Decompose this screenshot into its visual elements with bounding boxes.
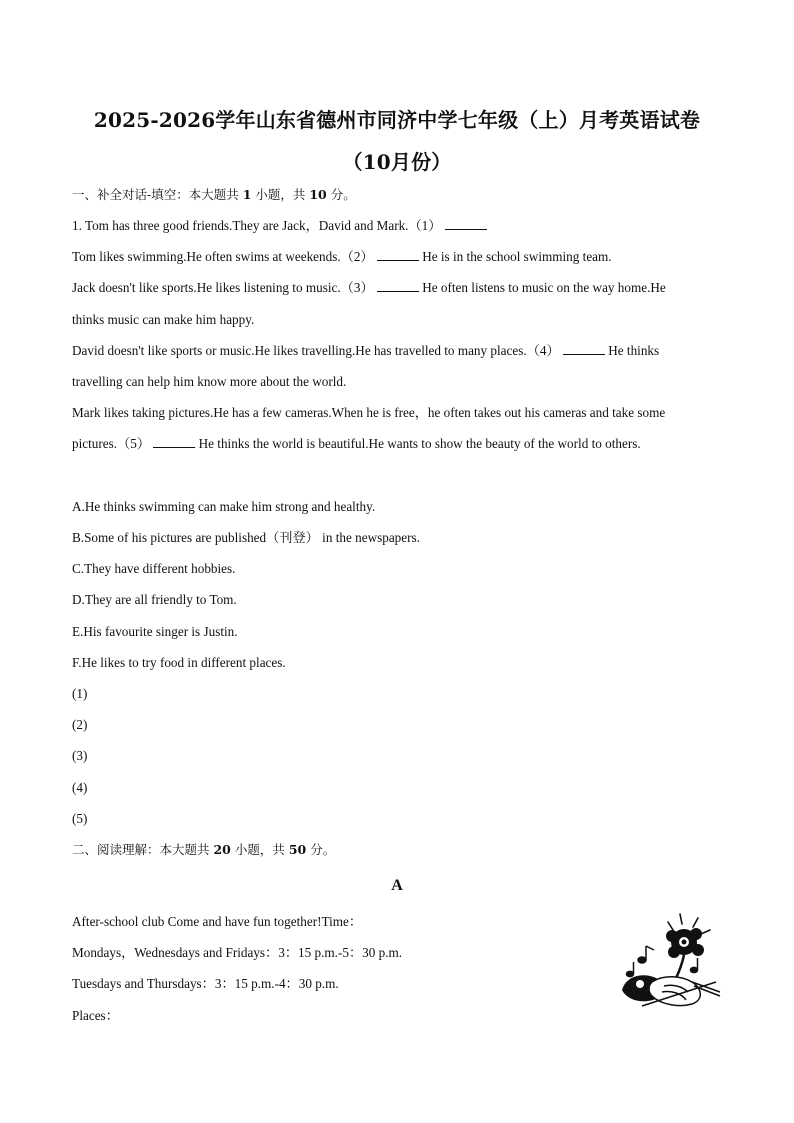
passage-line-8-text-end: He thinks the world is beautiful.He wants to show the beauty of the world to others. [195, 436, 641, 451]
passage-line-1 [72, 217, 722, 235]
passage-line-4: thinks music can make him happy. [72, 312, 255, 327]
passage-line-5 [72, 342, 722, 360]
answer-line-5[interactable]: (5) [72, 811, 88, 826]
blank-4[interactable] [563, 344, 605, 355]
flower-music-violin-illustration-icon [612, 912, 724, 1012]
passage-line-6: travelling can help him know more about the world. [72, 374, 347, 389]
section-2-score: 50 [288, 842, 307, 857]
option-d: D.They are all friendly to Tom. [72, 592, 237, 607]
passage-line-1-text: 1. Tom has three good friends.They are Jack，David and Mark.（1） [72, 218, 442, 233]
option-f: F.He likes to try food in different places. [72, 655, 286, 670]
part-a-line-2: Mondays，Wednesdays and Fridays：3：15 p.m.-5：30 p.m. [72, 945, 403, 960]
section-2-question-count: 20 [213, 842, 231, 857]
passage-line-5-text: David doesn't like sports or music.He likes travelling.He has travelled to many places.（4） [72, 343, 563, 358]
passage-line-7: Mark likes taking pictures.He has a few cameras.When he is free，he often takes out his cameras and take some [72, 405, 666, 420]
answer-line-3[interactable]: (3) [72, 748, 88, 763]
passage-line-2 [72, 248, 722, 266]
blank-2[interactable] [377, 250, 419, 261]
part-a-line-3: Tuesdays and Thursdays：3：15 p.m.-4：30 p.m. [72, 976, 339, 991]
section-1-question-count: 1 [242, 187, 252, 202]
section-2-heading-prefix: 二、阅读理解：本大题共 [72, 842, 214, 857]
section-2-heading-mid: 小题，共 [230, 842, 289, 857]
part-a-line-4: Places： [72, 1008, 119, 1023]
blank-5[interactable] [153, 437, 195, 448]
exam-title: 2025-2026学年山东省德州市同济中学七年级（上）月考英语试卷 [93, 108, 701, 132]
passage-line-5-text-end: He thinks [604, 343, 660, 358]
blank-1[interactable] [445, 219, 487, 230]
answer-line-4[interactable]: (4) [72, 780, 88, 795]
section-1-heading [72, 186, 356, 204]
passage-line-3-text: Jack doesn't like sports.He likes listening to music.（3） [72, 280, 377, 295]
option-c: C.They have different hobbies. [72, 561, 236, 576]
section-2-heading [72, 841, 335, 859]
part-a-label: A [391, 877, 403, 894]
passage-line-3 [72, 279, 722, 297]
section-1-score: 10 [309, 187, 327, 202]
passage-line-8-text: pictures.（5） [72, 436, 154, 451]
section-1-heading-prefix: 一、补全对话-填空：本大题共 [72, 187, 243, 202]
option-e: E.His favourite singer is Justin. [72, 624, 238, 639]
blank-3[interactable] [377, 281, 419, 292]
passage-line-2-text: Tom likes swimming.He often swims at weekends.（2） [72, 249, 377, 264]
section-1-heading-mid: 小题，共 [251, 187, 310, 202]
answer-line-2[interactable]: (2) [72, 717, 88, 732]
answer-line-1[interactable]: (1) [72, 686, 88, 701]
passage-line-2-text-end: He is in the school swimming team. [418, 249, 612, 264]
option-b: B.Some of his pictures are published（刊登） in the newspapers. [72, 530, 420, 545]
passage-line-8 [72, 435, 722, 453]
section-1-heading-suffix: 分。 [326, 187, 356, 202]
part-a-line-1: After-school club Come and have fun together!Time： [72, 914, 363, 929]
option-a: A.He thinks swimming can make him strong and healthy. [72, 499, 376, 514]
exam-title-subtitle: （10月份） [342, 150, 452, 174]
passage-line-3-text-end: He often listens to music on the way home.He [418, 280, 666, 295]
section-2-heading-suffix: 分。 [306, 842, 336, 857]
